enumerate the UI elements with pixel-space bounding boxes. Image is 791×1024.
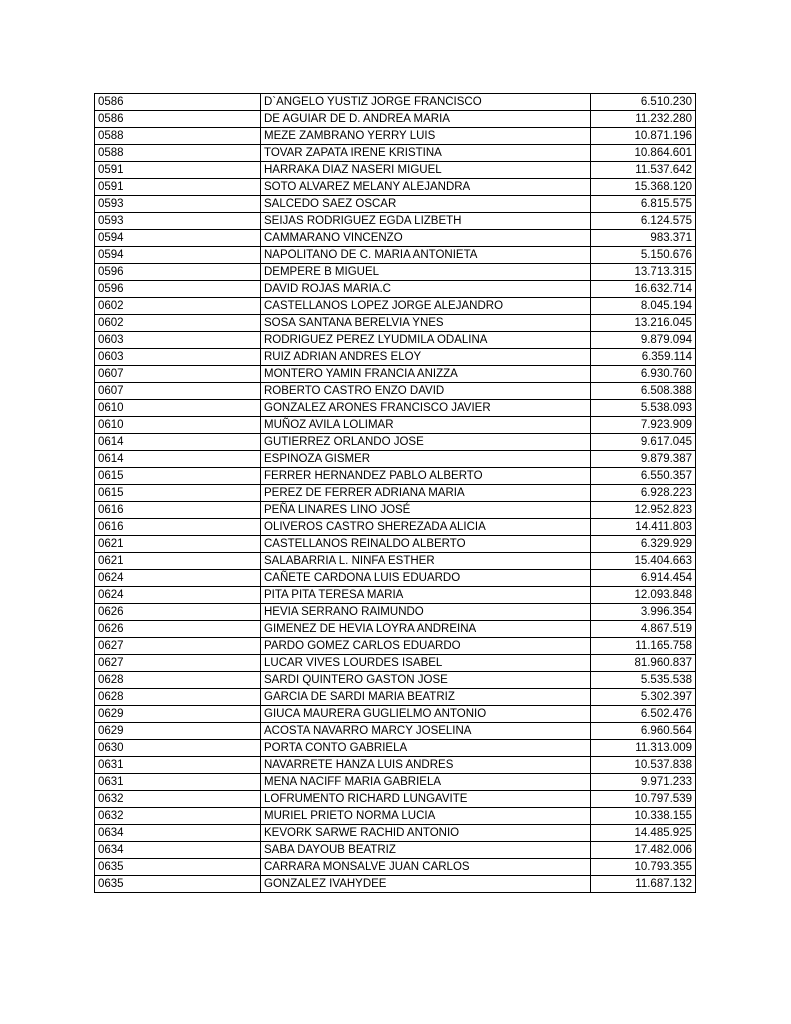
amount-cell: 9.879.094 — [591, 332, 696, 349]
table-row — [95, 672, 696, 689]
name-cell: TOVAR ZAPATA IRENE KRISTINA — [261, 145, 591, 162]
code-cell: 0594 — [95, 247, 261, 264]
table-row — [95, 434, 696, 451]
code-cell: 0626 — [95, 621, 261, 638]
table-row — [95, 230, 696, 247]
table-row — [95, 128, 696, 145]
code-cell: 0610 — [95, 400, 261, 417]
amount-cell: 6.124.575 — [591, 213, 696, 230]
table-row — [95, 587, 696, 604]
code-cell: 0593 — [95, 213, 261, 230]
code-cell: 0628 — [95, 689, 261, 706]
name-cell: HEVIA SERRANO RAIMUNDO — [261, 604, 591, 621]
table-row — [95, 842, 696, 859]
code-cell: 0593 — [95, 196, 261, 213]
code-cell: 0591 — [95, 162, 261, 179]
code-cell: 0610 — [95, 417, 261, 434]
table-row — [95, 315, 696, 332]
table-row — [95, 179, 696, 196]
amount-cell: 15.368.120 — [591, 179, 696, 196]
amount-cell: 81.960.837 — [591, 655, 696, 672]
amount-cell: 11.537.642 — [591, 162, 696, 179]
table-row — [95, 638, 696, 655]
code-cell: 0634 — [95, 842, 261, 859]
name-cell: NAVARRETE HANZA LUIS ANDRES — [261, 757, 591, 774]
name-cell: SALABARRIA L. NINFA ESTHER — [261, 553, 591, 570]
code-cell: 0631 — [95, 774, 261, 791]
amount-cell: 10.797.539 — [591, 791, 696, 808]
amount-cell: 6.550.357 — [591, 468, 696, 485]
amount-cell: 7.923.909 — [591, 417, 696, 434]
code-cell: 0626 — [95, 604, 261, 621]
table-row — [95, 570, 696, 587]
table-row — [95, 740, 696, 757]
amount-cell: 6.914.454 — [591, 570, 696, 587]
amount-cell: 13.713.315 — [591, 264, 696, 281]
table-row — [95, 145, 696, 162]
table-row — [95, 706, 696, 723]
table-row — [95, 417, 696, 434]
code-cell: 0614 — [95, 451, 261, 468]
name-cell: FERRER HERNANDEZ PABLO ALBERTO — [261, 468, 591, 485]
table-row — [95, 298, 696, 315]
table-row — [95, 655, 696, 672]
name-cell: CAMMARANO VINCENZO — [261, 230, 591, 247]
name-cell: SALCEDO SAEZ OSCAR — [261, 196, 591, 213]
amount-cell: 10.338.155 — [591, 808, 696, 825]
name-cell: DEMPERE B MIGUEL — [261, 264, 591, 281]
name-cell: PORTA CONTO GABRIELA — [261, 740, 591, 757]
data-table — [94, 93, 696, 893]
name-cell: MEZE ZAMBRANO YERRY LUIS — [261, 128, 591, 145]
name-cell: GARCIA DE SARDI MARIA BEATRIZ — [261, 689, 591, 706]
amount-cell: 6.815.575 — [591, 196, 696, 213]
code-cell: 0627 — [95, 655, 261, 672]
code-cell: 0602 — [95, 315, 261, 332]
amount-cell: 983.371 — [591, 230, 696, 247]
name-cell: SOTO ALVAREZ MELANY ALEJANDRA — [261, 179, 591, 196]
name-cell: SOSA SANTANA BERELVIA YNES — [261, 315, 591, 332]
code-cell: 0624 — [95, 570, 261, 587]
table-row — [95, 383, 696, 400]
code-cell: 0614 — [95, 434, 261, 451]
amount-cell: 11.313.009 — [591, 740, 696, 757]
amount-cell: 10.793.355 — [591, 859, 696, 876]
code-cell: 0603 — [95, 349, 261, 366]
code-cell: 0586 — [95, 111, 261, 128]
table-row — [95, 366, 696, 383]
amount-cell: 11.232.280 — [591, 111, 696, 128]
table-row — [95, 400, 696, 417]
table-row — [95, 502, 696, 519]
amount-cell: 6.960.564 — [591, 723, 696, 740]
code-cell: 0607 — [95, 366, 261, 383]
name-cell: D`ANGELO YUSTIZ JORGE FRANCISCO — [261, 94, 591, 111]
name-cell: PEREZ DE FERRER ADRIANA MARIA — [261, 485, 591, 502]
amount-cell: 6.502.476 — [591, 706, 696, 723]
name-cell: SEIJAS RODRIGUEZ EGDA LIZBETH — [261, 213, 591, 230]
code-cell: 0616 — [95, 502, 261, 519]
name-cell: PITA PITA TERESA MARIA — [261, 587, 591, 604]
amount-cell: 17.482.006 — [591, 842, 696, 859]
amount-cell: 5.535.538 — [591, 672, 696, 689]
table-row — [95, 774, 696, 791]
table-body — [95, 94, 696, 893]
amount-cell: 6.508.388 — [591, 383, 696, 400]
code-cell: 0627 — [95, 638, 261, 655]
amount-cell: 12.093.848 — [591, 587, 696, 604]
code-cell: 0607 — [95, 383, 261, 400]
name-cell: HARRAKA DIAZ NASERI MIGUEL — [261, 162, 591, 179]
amount-cell: 6.928.223 — [591, 485, 696, 502]
code-cell: 0624 — [95, 587, 261, 604]
table-row — [95, 264, 696, 281]
table-row — [95, 247, 696, 264]
code-cell: 0630 — [95, 740, 261, 757]
table-row — [95, 621, 696, 638]
name-cell: GONZALEZ ARONES FRANCISCO JAVIER — [261, 400, 591, 417]
amount-cell: 11.165.758 — [591, 638, 696, 655]
amount-cell: 6.510.230 — [591, 94, 696, 111]
name-cell: OLIVEROS CASTRO SHEREZADA ALICIA — [261, 519, 591, 536]
name-cell: DE AGUIAR DE D. ANDREA MARIA — [261, 111, 591, 128]
amount-cell: 16.632.714 — [591, 281, 696, 298]
name-cell: CASTELLANOS REINALDO ALBERTO — [261, 536, 591, 553]
table-row — [95, 859, 696, 876]
name-cell: RUIZ ADRIAN ANDRES ELOY — [261, 349, 591, 366]
name-cell: MONTERO YAMIN FRANCIA ANIZZA — [261, 366, 591, 383]
table-row — [95, 519, 696, 536]
name-cell: CASTELLANOS LOPEZ JORGE ALEJANDRO — [261, 298, 591, 315]
table-row — [95, 332, 696, 349]
code-cell: 0629 — [95, 723, 261, 740]
code-cell: 0616 — [95, 519, 261, 536]
table-row — [95, 349, 696, 366]
amount-cell: 10.864.601 — [591, 145, 696, 162]
amount-cell: 6.329.929 — [591, 536, 696, 553]
amount-cell: 8.045.194 — [591, 298, 696, 315]
amount-cell: 3.996.354 — [591, 604, 696, 621]
table-row — [95, 281, 696, 298]
name-cell: GUTIERREZ ORLANDO JOSE — [261, 434, 591, 451]
table-row — [95, 94, 696, 111]
code-cell: 0588 — [95, 145, 261, 162]
name-cell: KEVORK SARWE RACHID ANTONIO — [261, 825, 591, 842]
code-cell: 0628 — [95, 672, 261, 689]
amount-cell: 9.617.045 — [591, 434, 696, 451]
amount-cell: 5.538.093 — [591, 400, 696, 417]
table-row — [95, 468, 696, 485]
code-cell: 0635 — [95, 876, 261, 893]
table-row — [95, 451, 696, 468]
name-cell: DAVID ROJAS MARIA.C — [261, 281, 591, 298]
table-row — [95, 825, 696, 842]
name-cell: ROBERTO CASTRO ENZO DAVID — [261, 383, 591, 400]
table-row — [95, 213, 696, 230]
table-row — [95, 757, 696, 774]
amount-cell: 9.879.387 — [591, 451, 696, 468]
name-cell: MURIEL PRIETO NORMA LUCIA — [261, 808, 591, 825]
name-cell: GIMENEZ DE HEVIA LOYRA ANDREINA — [261, 621, 591, 638]
name-cell: PARDO GOMEZ CARLOS EDUARDO — [261, 638, 591, 655]
amount-cell: 11.687.132 — [591, 876, 696, 893]
table-row — [95, 723, 696, 740]
table-row — [95, 162, 696, 179]
amount-cell: 12.952.823 — [591, 502, 696, 519]
code-cell: 0632 — [95, 791, 261, 808]
name-cell: RODRIGUEZ PEREZ LYUDMILA ODALINA — [261, 332, 591, 349]
name-cell: SABA DAYOUB BEATRIZ — [261, 842, 591, 859]
name-cell: NAPOLITANO DE C. MARIA ANTONIETA — [261, 247, 591, 264]
amount-cell: 4.867.519 — [591, 621, 696, 638]
name-cell: CAÑETE CARDONA LUIS EDUARDO — [261, 570, 591, 587]
amount-cell: 14.411.803 — [591, 519, 696, 536]
code-cell: 0634 — [95, 825, 261, 842]
amount-cell: 10.537.838 — [591, 757, 696, 774]
table-row — [95, 111, 696, 128]
table-row — [95, 791, 696, 808]
name-cell: ESPINOZA GISMER — [261, 451, 591, 468]
code-cell: 0631 — [95, 757, 261, 774]
code-cell: 0603 — [95, 332, 261, 349]
name-cell: CARRARA MONSALVE JUAN CARLOS — [261, 859, 591, 876]
code-cell: 0615 — [95, 468, 261, 485]
name-cell: LUCAR VIVES LOURDES ISABEL — [261, 655, 591, 672]
table-row — [95, 808, 696, 825]
table-row — [95, 604, 696, 621]
amount-cell: 10.871.196 — [591, 128, 696, 145]
name-cell: PEÑA LINARES LINO JOSÉ — [261, 502, 591, 519]
table-row — [95, 536, 696, 553]
code-cell: 0629 — [95, 706, 261, 723]
code-cell: 0596 — [95, 264, 261, 281]
name-cell: SARDI QUINTERO GASTON JOSE — [261, 672, 591, 689]
amount-cell: 9.971.233 — [591, 774, 696, 791]
code-cell: 0632 — [95, 808, 261, 825]
table-row — [95, 196, 696, 213]
code-cell: 0591 — [95, 179, 261, 196]
code-cell: 0621 — [95, 553, 261, 570]
amount-cell: 15.404.663 — [591, 553, 696, 570]
table-row — [95, 876, 696, 893]
table-row — [95, 553, 696, 570]
amount-cell: 14.485.925 — [591, 825, 696, 842]
table-row — [95, 689, 696, 706]
name-cell: MUÑOZ AVILA LOLIMAR — [261, 417, 591, 434]
name-cell: ACOSTA NAVARRO MARCY JOSELINA — [261, 723, 591, 740]
code-cell: 0621 — [95, 536, 261, 553]
name-cell: LOFRUMENTO RICHARD LUNGAVITE — [261, 791, 591, 808]
code-cell: 0602 — [95, 298, 261, 315]
code-cell: 0596 — [95, 281, 261, 298]
amount-cell: 13.216.045 — [591, 315, 696, 332]
name-cell: MENA NACIFF MARIA GABRIELA — [261, 774, 591, 791]
amount-cell: 5.302.397 — [591, 689, 696, 706]
name-cell: GONZALEZ IVAHYDEE — [261, 876, 591, 893]
amount-cell: 6.359.114 — [591, 349, 696, 366]
code-cell: 0588 — [95, 128, 261, 145]
name-cell: GIUCA MAURERA GUGLIELMO ANTONIO — [261, 706, 591, 723]
code-cell: 0586 — [95, 94, 261, 111]
code-cell: 0635 — [95, 859, 261, 876]
amount-cell: 5.150.676 — [591, 247, 696, 264]
code-cell: 0594 — [95, 230, 261, 247]
table-row — [95, 485, 696, 502]
code-cell: 0615 — [95, 485, 261, 502]
amount-cell: 6.930.760 — [591, 366, 696, 383]
